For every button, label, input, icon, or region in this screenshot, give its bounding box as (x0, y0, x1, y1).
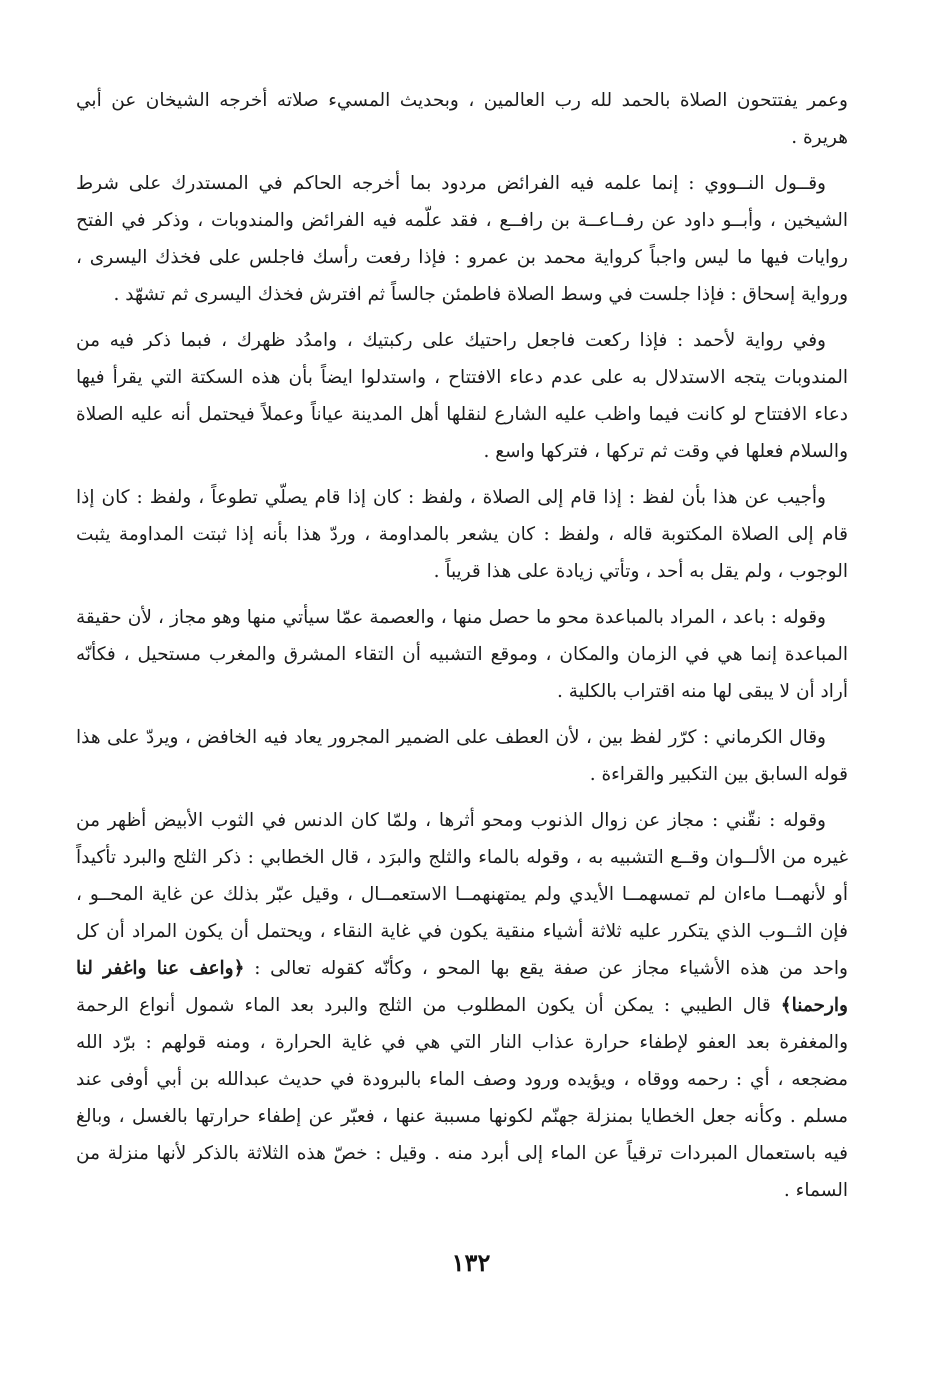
paragraph-4 (76, 479, 848, 590)
paragraph-text: وأجيب عن هذا بأن لفظ : إذا قام إلى الصلاة ، ولفظ : كان إذا قام يصلّي تطوعاً ، ولفظ : كان إذا قام إلى الصلاة المكتوبة قاله ، ولفظ : كان يشعر بالمداومة ، وردّ هذا بأنه إذا ثبتت المداومة يثبت الوجوب ، ولم يقل به أحد ، وتأتي زيادة على هذا قريباً . (76, 487, 848, 582)
paragraph-3 (76, 322, 848, 470)
paragraph-5 (76, 599, 848, 710)
paragraph-text-part1: وقوله : نقّني : مجاز عن زوال الذنوب ومحو أثرها ، ولمّا كان الدنس في الثوب الأبيض أظهر من غيره من الألــوان وقــع التشبيه به ، وقوله بالماء والثلج والبرَد ، قال الخطابي : ذكر الثلج والبرد تأكيداً أو لأنهمــا ماءان لم تمسهمــا الأيدي ولم يمتهنهمــا الاستعمــال ، وقيل عبّر بذلك عن غاية المحــو ، فإن الثــوب الذي يتكرر عليه ثلاثة أشياء منقية يكون في غاية النقاء ، ويحتمل أن يكون المراد أن كل واحد من هذه الأشياء مجاز عن صفة يقع بها المحو ، وكأنّه كقوله تعالى : (76, 810, 848, 979)
paragraph-text: وقال الكرماني : كرّر لفظ بين ، لأن العطف على الضمير المجرور يعاد فيه الخافض ، ويردّ على هذا قوله السابق بين التكبير والقراءة . (76, 727, 848, 785)
paragraph-1 (76, 82, 848, 156)
paragraph-text-part2: قال الطيبي : يمكن أن يكون المطلوب من الثلج والبرد بعد الماء شمول أنواع الرحمة والمغفرة بعد العفو لإطفاء حرارة عذاب النار التي هي في غاية الحرارة ، ومنه قولهم : برّد الله مضجعه ، أي : رحمه ووقاه ، ويؤيده ورود وصف الماء بالبرودة في حديث عبدالله بن أبي أوفى عند مسلم . وكأنه جعل الخطايا بمنزلة جهنّم لكونها مسببة عنها ، فعبّر عن إطفاء حرارتها بالغسل ، وبالغ فيه باستعمال المبردات ترقياً عن الماء إلى أبرد منه . وقيل : خصّ هذه الثلاثة بالذكر لأنها منزلة من السماء . (76, 995, 848, 1201)
page-number: ١٣٢ (451, 1248, 491, 1277)
paragraph-text: وفي رواية لأحمد : فإذا ركعت فاجعل راحتيك على ركبتيك ، وامدُد ظهرك ، فبما ذكر فيه من المندوبات يتجه الاستدلال به على عدم دعاء الافتتاح ، واستدلوا ايضاً بأن هذه السكتة التي يقرأ فيها دعاء الافتتاح لو كانت فيما واظب عليه الشارع لنقلها أهل المدينة عياناً وعملاً فيحتمل أنه عليه الصلاة والسلام فعلها في وقت ثم تركها ، فتركها واسع . (76, 330, 848, 462)
paragraph-text: وعمر يفتتحون الصلاة بالحمد لله رب العالمين ، وبحديث المسيء صلاته أخرجه الشيخان عن أبي هريرة . (76, 90, 848, 148)
quran-verse: ﴿واعف عنا واغفر لنا وارحمنا﴾ (76, 958, 848, 1016)
paragraph-text: وقوله : باعد ، المراد بالمباعدة محو ما حصل منها ، والعصمة عمّا سيأتي منها وهو مجاز ، لأن حقيقة المباعدة إنما هي في الزمان والمكان ، وموقع التشبيه أن التقاء المشرق والمغرب مستحيل ، فكأنّه أراد أن لا يبقى لها منه اقتراب بالكلية . (76, 607, 848, 702)
paragraph-text: وقــول النــووي : إنما علمه فيه الفرائض مردود بما أخرجه الحاكم في المستدرك على شرط الشيخين ، وأبــو داود عن رفــاعــة بن رافــع ، فقد علّمه فيه الفرائض والمندوبات ، وذكر في الفتح روايات فيها ما ليس واجباً كرواية محمد بن عمرو : فإذا رفعت رأسك فاجلس على فخذك اليسرى ، ورواية إسحاق : فإذا جلست في وسط الصلاة فاطمئن جالساً ثم افترش فخذك اليسرى ثم تشهّد . (76, 173, 848, 305)
paragraph-7 (76, 802, 848, 1209)
paragraph-6 (76, 719, 848, 793)
paragraph-2 (76, 165, 848, 313)
page-body (76, 82, 848, 1209)
